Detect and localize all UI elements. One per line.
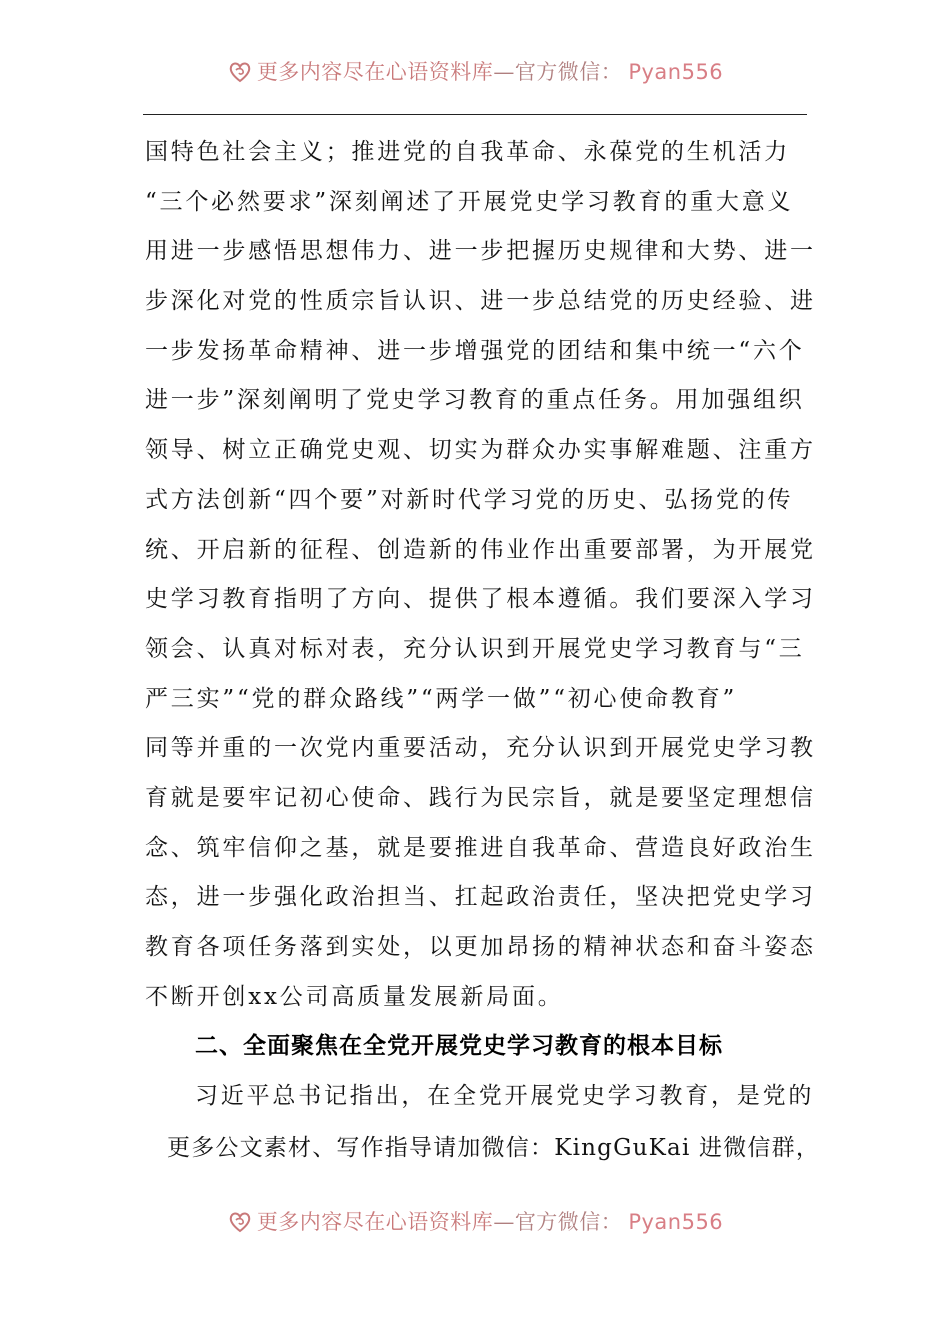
watermark-label: 官方微信： (514, 1210, 623, 1234)
paragraph-line: 国特色社会主义；推进党的自我革命、永葆党的生机活力 (145, 139, 790, 165)
paragraph-line: 一步发扬革命精神、进一步增强党的团结和集中统一“六个 (145, 337, 805, 364)
heart-swirl-logo-icon (227, 1209, 253, 1235)
paragraph-line: 领会、认真对标对表，充分认识到开展党史学习教育与“三 (145, 635, 805, 662)
document-body (145, 128, 821, 1173)
paragraph-line: 进一步”深刻阐明了党史学习教育的重点任务。用加强组织 (145, 387, 805, 414)
watermark-wechat-id: Pyan556 (628, 60, 724, 84)
watermark-separator: — (493, 1210, 515, 1234)
paragraph-line: 史学习教育指明了方向、提供了根本遵循。我们要深入学习 (145, 586, 816, 613)
footer-watermark (0, 1206, 950, 1236)
watermark-brand: 更多内容尽在心语资料库 (256, 1210, 494, 1234)
paragraph-line: 用进一步感悟思想伟力、进一步把握历史规律和大势、进一 (145, 238, 816, 265)
header-watermark (0, 56, 950, 86)
paragraph-line: 习近平总书记指出，在全党开展党史学习教育，是党的 (195, 1083, 815, 1110)
paragraph-line: 式方法创新“四个要”对新时代学习党的历史、弘扬党的传 (145, 486, 794, 513)
watermark-label: 官方微信： (514, 60, 623, 84)
watermark-separator: — (493, 60, 515, 84)
paragraph-line: 教育各项任务落到实处，以更加昂扬的精神状态和奋斗姿态 (145, 934, 816, 960)
paragraph-line: 步深化对党的性质宗旨认识、进一步总结党的历史经验、进 (145, 288, 816, 315)
paragraph-line: 念、筑牢信仰之基，就是要推进自我革命、营造良好政治生 (145, 834, 816, 861)
heart-swirl-logo-icon (227, 59, 253, 85)
paragraph-line: 同等并重的一次党内重要活动，充分认识到开展党史学习教 (145, 735, 816, 762)
watermark-brand: 更多内容尽在心语资料库 (256, 60, 494, 84)
paragraph-line: 严三实”“党的群众路线”“两学一做”“初心使命教育” (145, 685, 738, 712)
section-heading: 二、全面聚焦在全党开展党史学习教育的根本目标 (195, 1033, 723, 1060)
promo-notice: 更多公文素材、写作指导请加微信：KingGuKai 进微信群， (167, 1134, 821, 1161)
paragraph-line: “三个必然要求”深刻阐述了开展党史学习教育的重大意义 (145, 188, 794, 215)
paragraph-line: 领导、树立正确党史观、切实为群众办实事解难题、注重方 (145, 437, 816, 464)
paragraph-line: 育就是要牢记初心使命、践行为民宗旨，就是要坚定理想信 (145, 784, 816, 811)
paragraph-line: 统、开启新的征程、创造新的伟业作出重要部署，为开展党 (145, 536, 816, 563)
paragraph-line: 不断开创xx公司高质量发展新局面。 (145, 983, 564, 1010)
header-divider (143, 114, 807, 115)
watermark-wechat-id: Pyan556 (628, 1210, 724, 1234)
paragraph-line: 态，进一步强化政治担当、扛起政治责任，坚决把党史学习 (145, 884, 816, 911)
